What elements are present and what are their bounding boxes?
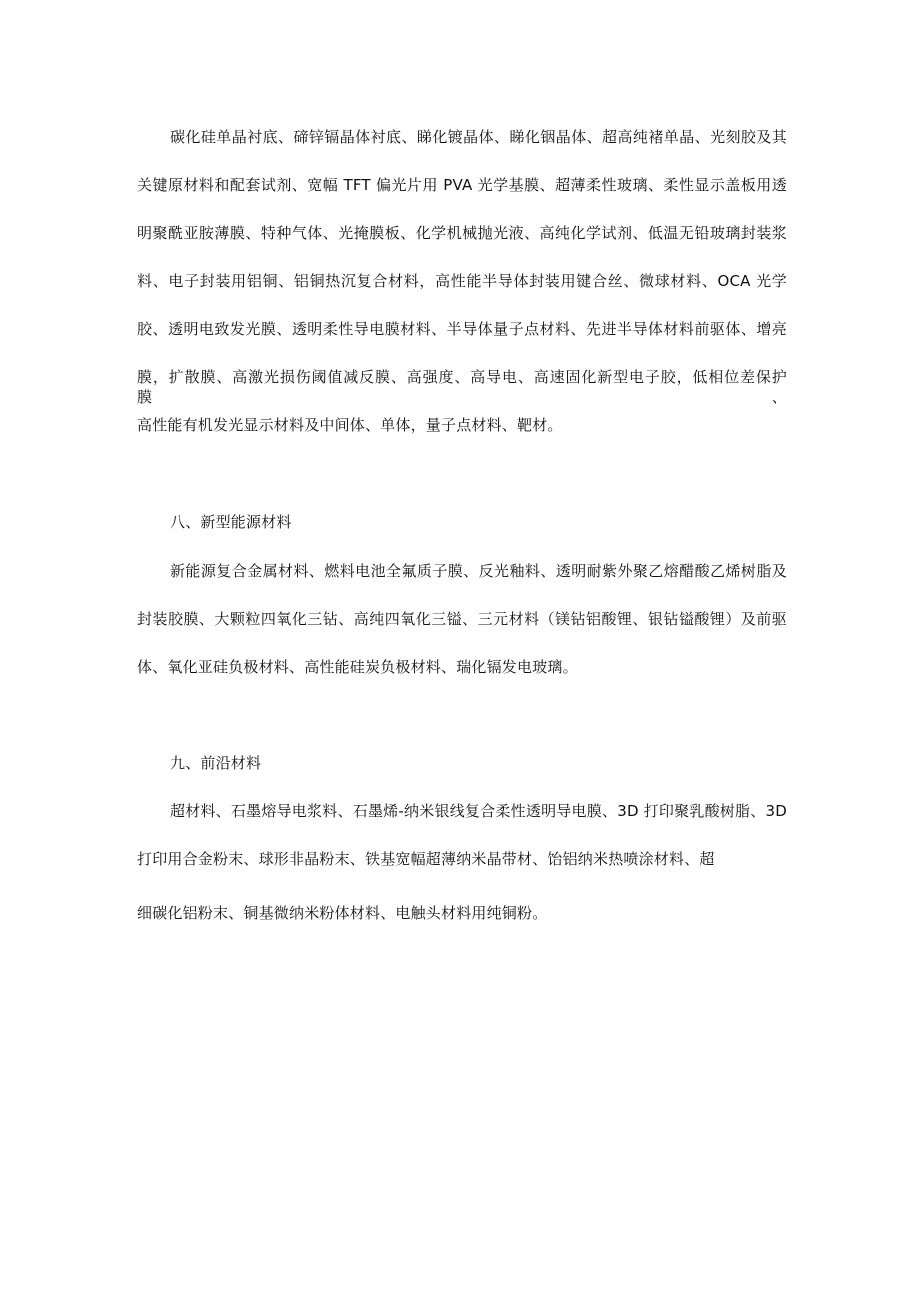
paragraph-line: 胶、透明电致发光膜、透明柔性导电膜材料、半导体量子点材料、先进半导体材料前驱体、增亮 (137, 320, 787, 338)
paragraph-line: 碳化硅单晶衬底、碲锌镉晶体衬底、睇化镀晶体、睇化铟晶体、超高纯褚单晶、光刻胶及其 (170, 128, 787, 146)
section-heading: 八、新型能源材料 (170, 513, 292, 531)
paragraph-line: 超材料、石墨熔导电浆料、石墨烯-纳米银线复合柔性透明导电膜、3D 打印聚乳酸树脂、3D (170, 802, 787, 820)
paragraph-line: 关键原材料和配套试剂、宽幅 TFT 偏光片用 PVA 光学基膜、超薄柔性玻璃、柔性显示盖板用透 (137, 176, 787, 194)
section-heading: 九、前沿材料 (170, 754, 262, 772)
paragraph-line: 新能源复合金属材料、燃料电池全氟质子膜、反光釉料、透明耐紫外聚乙熔醋酸乙烯树脂及 (170, 562, 787, 580)
paragraph-line: 细碳化铝粉末、铜基微纳米粉体材料、电触头材料用纯铜粉。 (137, 904, 548, 922)
paragraph-line: 打印用合金粉末、球形非晶粉末、铁基宽幅超薄纳米晶带材、饴铝纳米热喷涂材料、超 (137, 850, 715, 868)
paragraph-line: 明聚酰亚胺薄膜、特种气体、光掩膜板、化学机械抛光液、高纯化学试剂、低温无铅玻璃封装浆 (137, 224, 787, 242)
paragraph-line: 体、氧化亚硅负极材料、高性能硅炭负极材料、瑞化镉发电玻璃。 (137, 658, 578, 676)
paragraph-line: 膜，扩散膜、高激光损伤阈值减反膜、高强度、高导电、高速固化新型电子胶，低相位差保护膜、 (137, 368, 787, 406)
paragraph-line: 高性能有机发光显示材料及中间体、单体，量子点材料、靶材。 (137, 416, 563, 434)
paragraph-line: 料、电子封装用铝铜、铝铜热沉复合材料，高性能半导体封装用键合丝、微球材料、OCA 光学 (137, 272, 787, 290)
paragraph-line: 封装胶膜、大颗粒四氧化三钻、高纯四氧化三镒、三元材料（镁钻铝酸锂、银钻镒酸锂）及前驱 (137, 610, 787, 628)
